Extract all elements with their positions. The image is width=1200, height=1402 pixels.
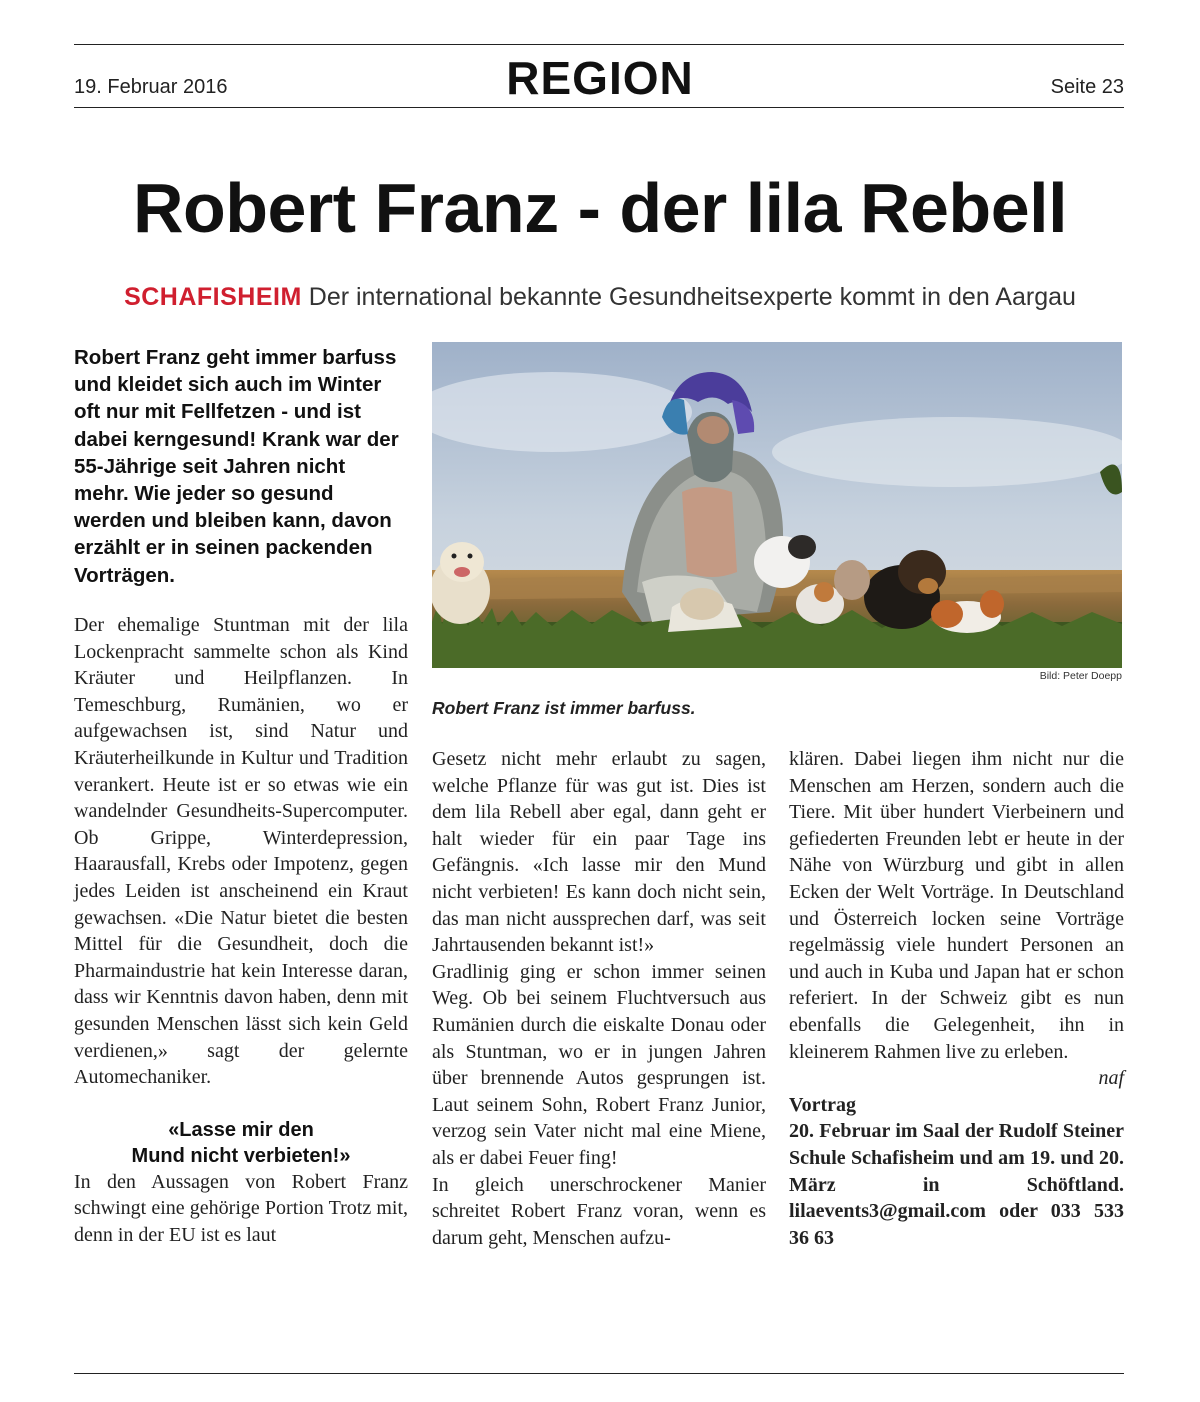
top-rule [74,44,1124,45]
intertitle-line: Mund nicht verbieten!» [131,1144,351,1167]
photo-credit: Bild: Peter Doepp [1039,670,1122,682]
dateline-location: SCHAFISHEIM [124,283,302,311]
body-paragraph: In den Aussagen von Robert Franz schwingt eine gehörige Portion Trotz mit, denn in der EU ist es laut [74,1170,408,1246]
issue-date: 19. Februar 2016 [74,76,228,98]
article-lead: Robert Franz geht immer barfuss und kleidet sich auch im Winter oft nur mit Fellfetzen - und ist dabei kerngesund! Krank war der 55-Jährige seit Jahren nicht mehr. Wie jeder so gesund werden und bleiben kann, davon erzählt er in seinen packenden Vorträgen. [74,346,399,587]
body-paragraph: klären. Dabei liegen ihm nicht nur die Menschen am Herzen, sondern auch die Tiere. Mit über hundert Vierbeinern und gefiederten Freunden lebt er heute in der Nähe von Würzburg und gibt in allen Ecken der Welt Vorträge. In Deutschland und Österreich locken seine Vorträge regelmässig viele hundert Personen an und auch in Kuba und Japan hat er schon referiert. In der Schweiz gibt es nun ebenfalls die Gelegenheit, ihn in kleinerem Rahmen live zu erleben. [789,748,1124,1063]
section-title: REGION [506,52,694,104]
body-paragraph: Gesetz nicht mehr erlaubt zu sagen, welche Pflanze für was gut ist. Dies ist dem lila Rebell aber egal, dann geht er halt wieder für ein paar Tage ins Gefängnis. «Ich lasse mir den Mund nicht verbieten! Es kann doch nicht sein, das man nicht aussprechen darf, was seit Jahrtausenden bekannt ist!» [432,748,766,957]
body-paragraph: Der ehemalige Stuntman mit der lila Lockenpracht sammelte schon als Kind Kräuter und Heilpflanzen. In Temeschburg, Rumänien, wo er aufgewachsen ist, sind Natur und Kräuterheilkunde in Kultur und Tradition verankert. Heute ist er so etwas wie ein wandelnder Gesundheits-Supercomputer. Ob Grippe, Winterdepression, Haarausfall, Krebs oder Impotenz, gegen jedes Leiden ist anscheinend ein Kraut gewachsen. «Die Natur bietet die besten Mittel für die Gesundheit, doch die Pharmaindustrie hat kein Interesse daran, dass wir Kenntnis davon haben, denn mit gesunden Menschen lässt sich kein Geld verdienen,» sagt der gelernte Automechaniker. [74,614,408,1089]
intertitle-line: «Lasse mir den [168,1118,314,1141]
body-paragraph: Gradlinig ging er schon immer seinen Weg. Ob bei seinem Fluchtversuch aus Rumänien durch die eiskalte Donau oder als Stuntman, wo er in jungen Jahren über brennende Autos gesprungen ist. Laut seinem Sohn, Robert Franz Junior, verzog sein Vater nicht mal eine Miene, als er dabei Feuer fing! [432,960,766,1169]
bottom-rule [74,1373,1124,1374]
article-photo [432,342,1122,668]
page-number: Seite 23 [1050,76,1124,98]
event-label: Vortrag [789,1093,857,1116]
article-headline: Robert Franz - der lila Rebell [132,169,1068,247]
event-details: 20. Februar im Saal der Rudolf Steiner Schule Schafisheim und am 19. und 20. März in Schöftland. lilaevents3@gmail.com oder 033 533 36 63 [789,1120,1124,1249]
subheadline-text: Der international bekannte Gesundheitsexperte kommt in den Aargau [308,283,1076,311]
intertitle [74,1117,408,1169]
photo-caption: Robert Franz ist immer barfuss. [432,698,696,718]
header-rule [74,107,1124,108]
article-column-3 [789,746,1124,1251]
article-column-1 [74,612,408,1248]
body-paragraph: In gleich unerschrockener Manier schreitet Robert Franz voran, wenn es darum geht, Menschen aufzu- [432,1173,766,1249]
article-column-2 [432,746,766,1251]
photo-illustration [432,342,1122,668]
author-signature: naf [1098,1067,1124,1090]
article-subheadline [0,280,1200,314]
